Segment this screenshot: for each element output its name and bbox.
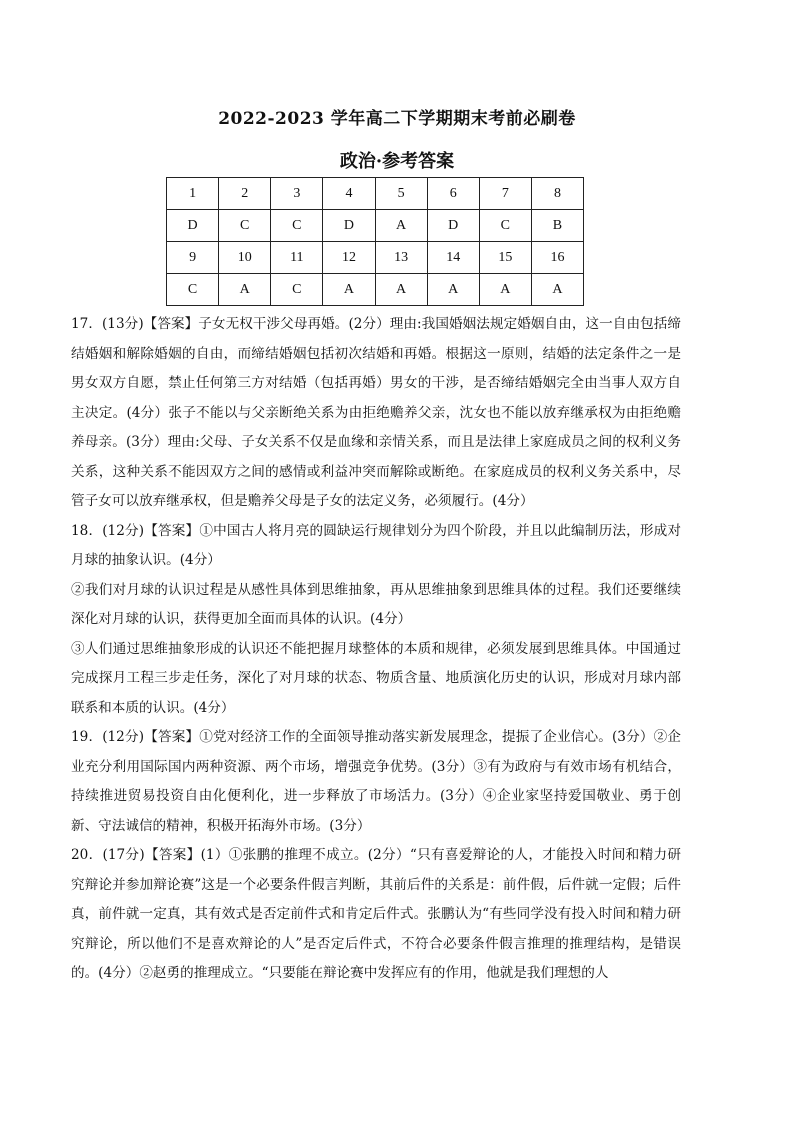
table-row: [167, 210, 584, 242]
table-cell: D: [427, 210, 479, 242]
table-cell: A: [375, 210, 427, 242]
table-row: [167, 178, 584, 210]
table-cell: 2: [219, 178, 271, 210]
table-cell: 14: [427, 242, 479, 274]
table-cell: D: [167, 210, 219, 242]
table-cell: C: [479, 210, 531, 242]
table-cell: 6: [427, 178, 479, 210]
table-cell: C: [271, 274, 323, 306]
table-cell: A: [375, 274, 427, 306]
page-title: 2022-2023 学年高二下学期期末考前必刷卷: [218, 109, 576, 129]
table-cell: A: [219, 274, 271, 306]
table-cell: 12: [323, 242, 375, 274]
table-cell: D: [323, 210, 375, 242]
table-row: [167, 274, 584, 306]
table-cell: 15: [479, 242, 531, 274]
answer-q19: 19．(12分)【答案】①党对经济工作的全面领导推动落实新发展理念，提振了企业信心。(3分）②企业充分利用国际国内两种资源、两个市场，增强竞争优势。(3分）③有为政府与有效市场有机结合，持续推进贸易投资自由化便利化，进一步释放了市场活力。(3分）④企业家坚持爱国敬业、勇于创新、守法诚信的精神，积极开拓海外市场。(3分）: [71, 729, 681, 834]
answer-table: [166, 177, 584, 306]
table-cell: 9: [167, 242, 219, 274]
table-cell: 7: [479, 178, 531, 210]
table-cell: 4: [323, 178, 375, 210]
answer-body: [71, 310, 681, 989]
table-cell: A: [479, 274, 531, 306]
table-cell: 16: [531, 242, 583, 274]
table-cell: A: [531, 274, 583, 306]
page-subtitle: 政治·参考答案: [339, 151, 455, 172]
table-cell: 11: [271, 242, 323, 274]
table-cell: A: [427, 274, 479, 306]
table-row: [167, 242, 584, 274]
answer-q18-part2: ②我们对月球的认识过程是从感性具体到思维抽象，再从思维抽象到思维具体的过程。我们还要继续深化对月球的认识，获得更加全面而具体的认识。(4分）: [71, 581, 681, 627]
table-cell: 8: [531, 178, 583, 210]
table-cell: C: [219, 210, 271, 242]
table-cell: C: [271, 210, 323, 242]
table-cell: A: [323, 274, 375, 306]
answer-q17: 17．(13分)【答案】子女无权干涉父母再婚。(2分）理由:我国婚姻法规定婚姻自由，这一自由包括缔结婚姻和解除婚姻的自由，而缔结婚姻包括初次结婚和再婚。根据这一原则，结婚的法定条件之一是男女双方自愿，禁止任何第三方对结婚（包括再婚）男女的干涉，是否缔结婚姻完全由当事人双方自主决定。(4分）张子不能以与父亲断绝关系为由拒绝赡养父亲，沈女也不能以放弃继承权为由拒绝赡养母亲。(3分）理由:父母、子女关系不仅是血缘和亲情关系，而且是法律上家庭成员之间的权利义务关系，这种关系不能因双方之间的感情或利益冲突而解除或断绝。在家庭成员的权利义务关系中，尽管子女可以放弃继承权，但是赡养父母是子女的法定义务，必须履行。(4分）: [71, 316, 681, 509]
table-cell: 10: [219, 242, 271, 274]
table-cell: C: [167, 274, 219, 306]
table-cell: 5: [375, 178, 427, 210]
table-cell: 13: [375, 242, 427, 274]
answer-q18-part3: ③人们通过思维抽象形成的认识还不能把握月球整体的本质和规律，必须发展到思维具体。中国通过完成探月工程三步走任务，深化了对月球的状态、物质含量、地质演化历史的认识，形成对月球内部联系和本质的认识。(4分）: [71, 640, 681, 716]
table-cell: B: [531, 210, 583, 242]
table-cell: 1: [167, 178, 219, 210]
table-cell: 3: [271, 178, 323, 210]
answer-q20: 20．(17分)【答案】(1）①张鹏的推理不成立。(2分）“只有喜爱辩论的人，才能投入时间和精力研究辩论并参加辩论赛”这是一个必要条件假言判断，其前后件的关系是：前件假，后件就一定假；后件真，前件就一定真，其有效式是否定前件式和肯定后件式。张鹏认为“有些同学没有投入时间和精力研究辩论，所以他们不是喜欢辩论的人”是否定后件式，不符合必要条件假言推理的推理结构，是错误的。(4分）②赵勇的推理成立。“只要能在辩论赛中发挥应有的作用，他就是我们理想的人: [71, 847, 681, 981]
answer-q18-part1: 18．(12分)【答案】①中国古人将月亮的圆缺运行规律划分为四个阶段，并且以此编制历法，形成对月球的抽象认识。(4分）: [71, 522, 681, 568]
